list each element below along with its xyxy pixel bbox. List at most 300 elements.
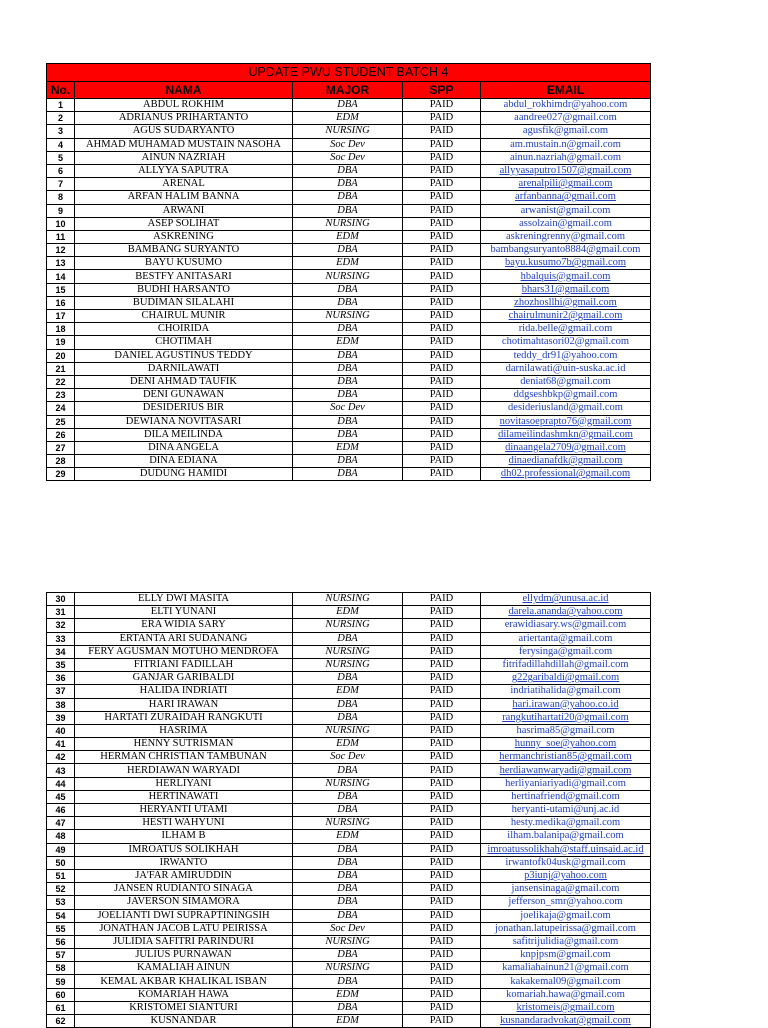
row-number: 34 bbox=[47, 645, 75, 658]
table-row bbox=[47, 619, 651, 632]
email-text: knpjpsm@gmail.com bbox=[520, 949, 611, 961]
student-name: ABDUL ROKHIM bbox=[75, 99, 293, 112]
row-number: 49 bbox=[47, 843, 75, 856]
student-name: DINA EDIANA bbox=[75, 455, 293, 468]
payment-status: PAID bbox=[403, 112, 481, 125]
table-row bbox=[47, 988, 651, 1001]
student-name: DEWIANA NOVITASARI bbox=[75, 415, 293, 428]
email-text: hesty.medika@gmail.com bbox=[510, 817, 621, 829]
student-email bbox=[481, 270, 651, 283]
header-spp: SPP bbox=[403, 82, 481, 99]
table-row bbox=[47, 389, 651, 402]
student-email bbox=[481, 375, 651, 388]
payment-status: PAID bbox=[403, 178, 481, 191]
row-number: 60 bbox=[47, 988, 75, 1001]
payment-status: PAID bbox=[403, 336, 481, 349]
student-major: NURSING bbox=[293, 658, 403, 671]
row-number: 6 bbox=[47, 164, 75, 177]
student-name: ARWANI bbox=[75, 204, 293, 217]
row-number: 52 bbox=[47, 883, 75, 896]
email-link[interactable]: dh02.professional@gmail.com bbox=[500, 468, 631, 480]
email-text: ainun.nazriah@gmail.com bbox=[509, 151, 622, 163]
table-row bbox=[47, 428, 651, 441]
student-email bbox=[481, 711, 651, 724]
email-link[interactable]: herdiawanwaryadi@gmail.com bbox=[499, 764, 632, 776]
table-row bbox=[47, 896, 651, 909]
header-row bbox=[47, 82, 651, 99]
student-major: DBA bbox=[293, 296, 403, 309]
row-number: 12 bbox=[47, 244, 75, 257]
email-link[interactable]: hari.irawan@yahoo.co.id bbox=[512, 698, 619, 710]
email-link[interactable]: imroatussolikhah@staff.uinsaid.ac.id bbox=[487, 843, 644, 855]
payment-status: PAID bbox=[403, 883, 481, 896]
payment-status: PAID bbox=[403, 672, 481, 685]
student-name: HENNY SUTRISMAN bbox=[75, 738, 293, 751]
payment-status: PAID bbox=[403, 804, 481, 817]
payment-status: PAID bbox=[403, 99, 481, 112]
row-number: 20 bbox=[47, 349, 75, 362]
email-text: abdul_rokhimdr@yahoo.com bbox=[503, 99, 628, 111]
student-email bbox=[481, 909, 651, 922]
student-email bbox=[481, 606, 651, 619]
email-link[interactable]: bayu.kusumo7b@gmail.com bbox=[504, 257, 627, 269]
row-number: 5 bbox=[47, 151, 75, 164]
student-email bbox=[481, 362, 651, 375]
email-text: arwanist@gmail.com bbox=[520, 204, 611, 216]
payment-status: PAID bbox=[403, 296, 481, 309]
email-text: hasrima85@gmail.com bbox=[516, 724, 615, 736]
row-number: 31 bbox=[47, 606, 75, 619]
email-text: fitrifadillahdillah@gmail.com bbox=[502, 659, 629, 671]
payment-status: PAID bbox=[403, 843, 481, 856]
student-email bbox=[481, 310, 651, 323]
payment-status: PAID bbox=[403, 164, 481, 177]
table-body-1 bbox=[47, 99, 651, 481]
student-email bbox=[481, 658, 651, 671]
table-row bbox=[47, 632, 651, 645]
student-name: CHOIRIDA bbox=[75, 323, 293, 336]
row-number: 9 bbox=[47, 204, 75, 217]
email-link[interactable]: hbalquis@gmail.com bbox=[520, 270, 611, 282]
row-number: 10 bbox=[47, 217, 75, 230]
student-name: ADRIANUS PRIHARTANTO bbox=[75, 112, 293, 125]
table-row bbox=[47, 975, 651, 988]
table-row bbox=[47, 112, 651, 125]
table-row bbox=[47, 270, 651, 283]
email-link[interactable]: novitasoeprapto76@gmail.com bbox=[499, 415, 632, 427]
email-link[interactable]: kusnandaradvokat@gmail.com bbox=[500, 1015, 631, 1027]
student-major: DBA bbox=[293, 632, 403, 645]
student-major: DBA bbox=[293, 244, 403, 257]
table-row bbox=[47, 645, 651, 658]
row-number: 47 bbox=[47, 817, 75, 830]
student-major: EDM bbox=[293, 606, 403, 619]
table-row bbox=[47, 804, 651, 817]
table-row bbox=[47, 764, 651, 777]
payment-status: PAID bbox=[403, 645, 481, 658]
row-number: 15 bbox=[47, 283, 75, 296]
row-number: 1 bbox=[47, 99, 75, 112]
student-major: DBA bbox=[293, 204, 403, 217]
student-major: EDM bbox=[293, 257, 403, 270]
email-text: chotimahtasori02@gmail.com bbox=[501, 336, 630, 348]
row-number: 32 bbox=[47, 619, 75, 632]
table-row bbox=[47, 99, 651, 112]
table-row bbox=[47, 375, 651, 388]
header-no: No. bbox=[47, 82, 75, 99]
email-text: bambangsuryanto8884@gmail.com bbox=[490, 244, 641, 256]
row-number: 55 bbox=[47, 922, 75, 935]
payment-status: PAID bbox=[403, 935, 481, 948]
email-link[interactable]: dilameilindashmkn@gmail.com bbox=[498, 428, 633, 440]
student-email bbox=[481, 257, 651, 270]
student-major: Soc Dev bbox=[293, 151, 403, 164]
student-email bbox=[481, 191, 651, 204]
student-name: BUDIMAN SILALAHI bbox=[75, 296, 293, 309]
payment-status: PAID bbox=[403, 323, 481, 336]
student-name: JONATHAN JACOB LATU PEIRISSA bbox=[75, 922, 293, 935]
payment-status: PAID bbox=[403, 1015, 481, 1028]
row-number: 48 bbox=[47, 830, 75, 843]
table-row bbox=[47, 962, 651, 975]
student-email bbox=[481, 724, 651, 737]
payment-status: PAID bbox=[403, 830, 481, 843]
table-row bbox=[47, 257, 651, 270]
row-number: 11 bbox=[47, 230, 75, 243]
email-text: desideriusland@gmail.com bbox=[508, 402, 623, 414]
student-major: DBA bbox=[293, 764, 403, 777]
student-email bbox=[481, 777, 651, 790]
email-text: rida.belle@gmail.com bbox=[518, 323, 613, 335]
student-major: DBA bbox=[293, 323, 403, 336]
student-email bbox=[481, 323, 651, 336]
student-email bbox=[481, 217, 651, 230]
student-name: DANIEL AGUSTINUS TEDDY bbox=[75, 349, 293, 362]
row-number: 16 bbox=[47, 296, 75, 309]
row-number: 30 bbox=[47, 593, 75, 606]
payment-status: PAID bbox=[403, 441, 481, 454]
student-major: NURSING bbox=[293, 593, 403, 606]
student-name: BAMBANG SURYANTO bbox=[75, 244, 293, 257]
row-number: 23 bbox=[47, 389, 75, 402]
payment-status: PAID bbox=[403, 415, 481, 428]
email-text: ddgseshbkp@gmail.com bbox=[513, 389, 618, 401]
email-link[interactable]: dinaedianafdk@gmail.com bbox=[508, 455, 623, 467]
table-row bbox=[47, 751, 651, 764]
row-number: 58 bbox=[47, 962, 75, 975]
payment-status: PAID bbox=[403, 204, 481, 217]
student-email bbox=[481, 698, 651, 711]
payment-status: PAID bbox=[403, 922, 481, 935]
table-row bbox=[47, 191, 651, 204]
student-email bbox=[481, 178, 651, 191]
payment-status: PAID bbox=[403, 244, 481, 257]
row-number: 3 bbox=[47, 125, 75, 138]
table-row bbox=[47, 455, 651, 468]
payment-status: PAID bbox=[403, 632, 481, 645]
student-name: DUDUNG HAMIDI bbox=[75, 468, 293, 481]
email-link[interactable]: arfanbanna@gmail.com bbox=[515, 191, 616, 203]
student-email bbox=[481, 632, 651, 645]
student-major: DBA bbox=[293, 99, 403, 112]
row-number: 17 bbox=[47, 310, 75, 323]
table-row bbox=[47, 909, 651, 922]
payment-status: PAID bbox=[403, 191, 481, 204]
student-email bbox=[481, 883, 651, 896]
student-major: DBA bbox=[293, 711, 403, 724]
student-name: ELTI YUNANI bbox=[75, 606, 293, 619]
email-text: hertinafriend@gmail.com bbox=[511, 790, 620, 802]
email-link[interactable]: hunny_soe@yahoo.com bbox=[514, 738, 617, 750]
row-number: 28 bbox=[47, 455, 75, 468]
payment-status: PAID bbox=[403, 896, 481, 909]
table-row bbox=[47, 336, 651, 349]
payment-status: PAID bbox=[403, 988, 481, 1001]
student-email bbox=[481, 389, 651, 402]
payment-status: PAID bbox=[403, 402, 481, 415]
student-name: HALIDA INDRIATI bbox=[75, 685, 293, 698]
email-text: ilham.balanipa@gmail.com bbox=[507, 830, 624, 842]
email-link[interactable]: arenalpili@gmail.com bbox=[518, 178, 613, 190]
row-number: 19 bbox=[47, 336, 75, 349]
email-link[interactable]: bhars31@gmail.com bbox=[521, 283, 610, 295]
email-link[interactable]: zhozhosllhi@gmail.com bbox=[514, 296, 617, 308]
student-major: DBA bbox=[293, 389, 403, 402]
student-email bbox=[481, 1015, 651, 1028]
student-name: AINUN NAZRIAH bbox=[75, 151, 293, 164]
student-email bbox=[481, 619, 651, 632]
row-number: 53 bbox=[47, 896, 75, 909]
student-name: DENI GUNAWAN bbox=[75, 389, 293, 402]
table-row bbox=[47, 217, 651, 230]
table-row bbox=[47, 935, 651, 948]
table-row bbox=[47, 310, 651, 323]
student-major: DBA bbox=[293, 455, 403, 468]
table-row bbox=[47, 468, 651, 481]
table-row bbox=[47, 204, 651, 217]
email-link[interactable]: rangkutihartati20@gmail.com bbox=[502, 711, 629, 723]
student-major: EDM bbox=[293, 685, 403, 698]
table-row bbox=[47, 856, 651, 869]
row-number: 46 bbox=[47, 804, 75, 817]
student-email bbox=[481, 962, 651, 975]
email-text: darnilawati@uin-suska.ac.id bbox=[505, 362, 626, 374]
row-number: 39 bbox=[47, 711, 75, 724]
student-email bbox=[481, 593, 651, 606]
student-name: AHMAD MUHAMAD MUSTAIN NASOHA bbox=[75, 138, 293, 151]
student-major: NURSING bbox=[293, 310, 403, 323]
student-major: NURSING bbox=[293, 645, 403, 658]
student-name: JULIUS PURNAWAN bbox=[75, 949, 293, 962]
student-major: NURSING bbox=[293, 270, 403, 283]
email-text: kakakemal09@gmail.com bbox=[510, 975, 621, 987]
student-major: NURSING bbox=[293, 217, 403, 230]
student-email bbox=[481, 112, 651, 125]
table-row bbox=[47, 724, 651, 737]
payment-status: PAID bbox=[403, 455, 481, 468]
payment-status: PAID bbox=[403, 698, 481, 711]
email-text: kamaliahainun21@gmail.com bbox=[502, 962, 629, 974]
table-row bbox=[47, 711, 651, 724]
student-major: DBA bbox=[293, 698, 403, 711]
student-major: DBA bbox=[293, 949, 403, 962]
row-number: 45 bbox=[47, 790, 75, 803]
table-row bbox=[47, 151, 651, 164]
student-major: EDM bbox=[293, 112, 403, 125]
student-major: EDM bbox=[293, 336, 403, 349]
row-number: 54 bbox=[47, 909, 75, 922]
student-major: DBA bbox=[293, 178, 403, 191]
student-email bbox=[481, 790, 651, 803]
table-row bbox=[47, 817, 651, 830]
email-link[interactable]: allyyasaputro1507@gmail.com bbox=[499, 165, 632, 177]
student-email bbox=[481, 138, 651, 151]
student-email bbox=[481, 336, 651, 349]
table-row bbox=[47, 349, 651, 362]
student-name: KRISTOMEI SIANTURI bbox=[75, 1001, 293, 1014]
table-row bbox=[47, 790, 651, 803]
student-name: HARTATI ZURAIDAH RANGKUTI bbox=[75, 711, 293, 724]
student-name: BESTFY ANITASARI bbox=[75, 270, 293, 283]
student-name: KEMAL AKBAR KHALIKAL ISBAN bbox=[75, 975, 293, 988]
student-name: CHAIRUL MUNIR bbox=[75, 310, 293, 323]
payment-status: PAID bbox=[403, 777, 481, 790]
payment-status: PAID bbox=[403, 389, 481, 402]
student-name: JAVERSON SIMAMORA bbox=[75, 896, 293, 909]
email-link[interactable]: kristomeis@gmail.com bbox=[516, 1001, 615, 1013]
payment-status: PAID bbox=[403, 790, 481, 803]
row-number: 33 bbox=[47, 632, 75, 645]
table-row bbox=[47, 244, 651, 257]
payment-status: PAID bbox=[403, 138, 481, 151]
payment-status: PAID bbox=[403, 468, 481, 481]
row-number: 51 bbox=[47, 869, 75, 882]
row-number: 4 bbox=[47, 138, 75, 151]
student-name: HERMAN CHRISTIAN TAMBUNAN bbox=[75, 751, 293, 764]
table-row bbox=[47, 323, 651, 336]
table-row bbox=[47, 672, 651, 685]
email-link[interactable]: hermanchristian85@gmail.com bbox=[499, 751, 632, 763]
table-row bbox=[47, 738, 651, 751]
email-text: agusfik@gmail.com bbox=[522, 125, 609, 137]
student-email bbox=[481, 764, 651, 777]
payment-status: PAID bbox=[403, 711, 481, 724]
student-email bbox=[481, 441, 651, 454]
payment-status: PAID bbox=[403, 362, 481, 375]
student-name: IMROATUS SOLIKHAH bbox=[75, 843, 293, 856]
row-number: 36 bbox=[47, 672, 75, 685]
student-email bbox=[481, 428, 651, 441]
payment-status: PAID bbox=[403, 909, 481, 922]
row-number: 22 bbox=[47, 375, 75, 388]
payment-status: PAID bbox=[403, 619, 481, 632]
email-link[interactable]: dinaangela2709@gmail.com bbox=[505, 441, 626, 453]
student-major: DBA bbox=[293, 164, 403, 177]
student-major: DBA bbox=[293, 790, 403, 803]
student-name: CHOTIMAH bbox=[75, 336, 293, 349]
email-link[interactable]: darela.ananda@yahoo.com bbox=[508, 606, 623, 618]
table-row bbox=[47, 698, 651, 711]
payment-status: PAID bbox=[403, 949, 481, 962]
row-number: 27 bbox=[47, 441, 75, 454]
table-row bbox=[47, 415, 651, 428]
row-number: 42 bbox=[47, 751, 75, 764]
student-name: ALLYYA SAPUTRA bbox=[75, 164, 293, 177]
student-major: NURSING bbox=[293, 935, 403, 948]
student-table-part-2 bbox=[46, 592, 651, 1028]
email-text: joelikaja@gmail.com bbox=[520, 909, 611, 921]
table-body-2 bbox=[47, 593, 651, 1028]
email-link[interactable]: chairulmunir2@gmail.com bbox=[508, 310, 623, 322]
email-text: heryanti-utami@unj.ac.id bbox=[511, 804, 620, 816]
student-name: DENI AHMAD TAUFIK bbox=[75, 375, 293, 388]
payment-status: PAID bbox=[403, 685, 481, 698]
student-email bbox=[481, 283, 651, 296]
student-major: Soc Dev bbox=[293, 402, 403, 415]
table-row bbox=[47, 138, 651, 151]
student-major: DBA bbox=[293, 1001, 403, 1014]
payment-status: PAID bbox=[403, 962, 481, 975]
row-number: 41 bbox=[47, 738, 75, 751]
email-link[interactable]: p3iunj@yahoo.com bbox=[524, 870, 607, 882]
email-text: herliyaniariyadi@gmail.com bbox=[505, 777, 626, 789]
student-name: IRWANTO bbox=[75, 856, 293, 869]
student-major: DBA bbox=[293, 804, 403, 817]
student-major: Soc Dev bbox=[293, 922, 403, 935]
student-major: DBA bbox=[293, 415, 403, 428]
email-link[interactable]: ellydm@unusa.ac.id bbox=[522, 593, 609, 605]
table-row bbox=[47, 922, 651, 935]
row-number: 59 bbox=[47, 975, 75, 988]
payment-status: PAID bbox=[403, 658, 481, 671]
payment-status: PAID bbox=[403, 217, 481, 230]
email-link[interactable]: g22garibaldi@gmail.com bbox=[511, 672, 620, 684]
student-major: DBA bbox=[293, 672, 403, 685]
email-text: ferysinga@gmail.com bbox=[518, 645, 613, 657]
student-major: DBA bbox=[293, 349, 403, 362]
student-major: NURSING bbox=[293, 817, 403, 830]
student-major: EDM bbox=[293, 1015, 403, 1028]
student-name: AGUS SUDARYANTO bbox=[75, 125, 293, 138]
header-email: EMAIL bbox=[481, 82, 651, 99]
student-email bbox=[481, 804, 651, 817]
student-name: BUDHI HARSANTO bbox=[75, 283, 293, 296]
student-name: ELLY DWI MASITA bbox=[75, 593, 293, 606]
student-major: EDM bbox=[293, 441, 403, 454]
student-name: KAMALIAH AINUN bbox=[75, 962, 293, 975]
student-major: EDM bbox=[293, 988, 403, 1001]
student-email bbox=[481, 975, 651, 988]
email-text: erawidiasary.ws@gmail.com bbox=[504, 619, 627, 631]
table-row bbox=[47, 883, 651, 896]
table-row bbox=[47, 1015, 651, 1028]
header-major: MAJOR bbox=[293, 82, 403, 99]
student-email bbox=[481, 230, 651, 243]
table-row bbox=[47, 230, 651, 243]
student-name: DILA MEILINDA bbox=[75, 428, 293, 441]
table-row bbox=[47, 869, 651, 882]
row-number: 35 bbox=[47, 658, 75, 671]
student-major: NURSING bbox=[293, 777, 403, 790]
table-row bbox=[47, 178, 651, 191]
student-email bbox=[481, 455, 651, 468]
student-email bbox=[481, 402, 651, 415]
email-text: jansensinaga@gmail.com bbox=[511, 883, 620, 895]
row-number: 18 bbox=[47, 323, 75, 336]
student-name: JULIDIA SAFITRI PARINDURI bbox=[75, 935, 293, 948]
student-name: HERYANTI UTAMI bbox=[75, 804, 293, 817]
student-name: JA'FAR AMIRUDDIN bbox=[75, 869, 293, 882]
